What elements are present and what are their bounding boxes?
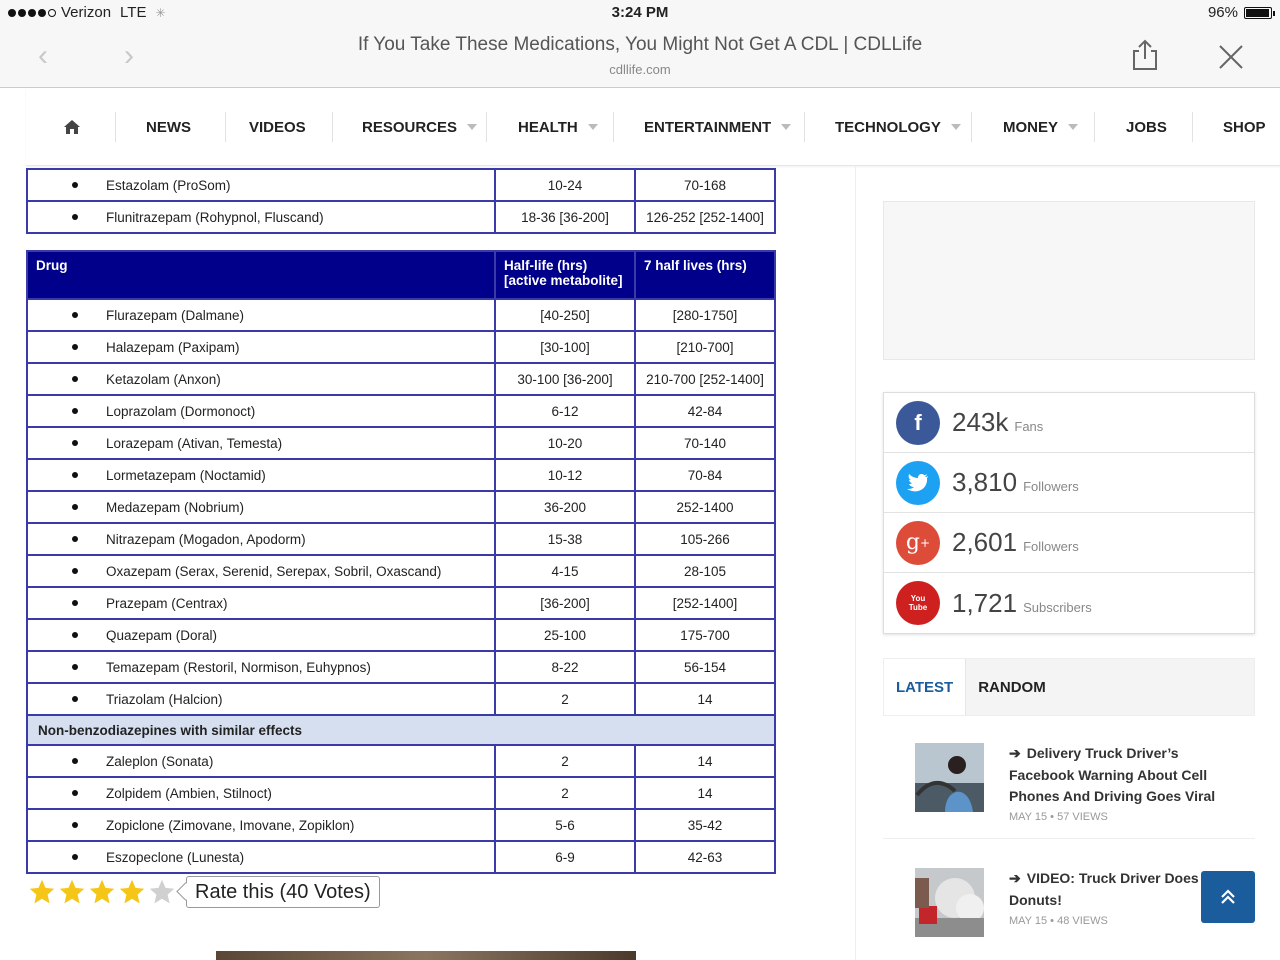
seven-half-lives: [210-700] (635, 331, 775, 363)
seven-half-lives: 126-252 [252-1400] (635, 201, 775, 233)
post-tabs (883, 658, 1255, 716)
table-row (27, 523, 775, 555)
post-title[interactable]: ➔ VIDEO: Truck Driver Does Donuts! (1009, 870, 1199, 908)
table-row (27, 555, 775, 587)
scroll-to-top-button[interactable] (1201, 871, 1255, 923)
half-life: 10-20 (495, 427, 635, 459)
ad-placeholder (883, 201, 1255, 360)
table-row (27, 777, 775, 809)
social-count: 1,721 (952, 587, 1018, 618)
half-life: 8-22 (495, 651, 635, 683)
seven-half-lives: 42-63 (635, 841, 775, 873)
battery-percent: 96% (1207, 4, 1238, 21)
half-life: [30-100] (495, 331, 635, 363)
seven-half-lives: [280-1750] (635, 299, 775, 331)
table-row (27, 427, 775, 459)
drug-name: Temazepam (Restoril, Normison, Euhypnos) (106, 659, 371, 675)
table-row (27, 491, 775, 523)
tab-latest[interactable]: LATEST (884, 659, 966, 715)
seven-half-lives: 14 (635, 683, 775, 715)
drug-name: Eszopeclone (Lunesta) (106, 849, 245, 865)
group-label: Non-benzodiazepines with similar effects (27, 715, 775, 745)
nav-resources[interactable]: RESOURCES (362, 110, 477, 144)
social-label: Followers (1023, 479, 1079, 494)
carrier-name: Verizon (61, 4, 112, 21)
social-row-google-plus[interactable] (884, 513, 1254, 573)
social-row-youtube[interactable] (884, 573, 1254, 633)
chevron-down-icon (951, 124, 961, 130)
back-arrow-icon[interactable]: ‹ (38, 39, 48, 72)
drug-name: Nitrazepam (Mogadon, Apodorm) (106, 531, 306, 547)
drug-name: Ketazolam (Anxon) (106, 371, 221, 387)
drug-name: Zaleplon (Sonata) (106, 753, 214, 769)
half-life: 30-100 [36-200] (495, 363, 635, 395)
chevron-down-icon (588, 124, 598, 130)
social-row-facebook[interactable] (884, 393, 1254, 453)
social-count: 3,810 (952, 467, 1018, 497)
nav-health[interactable]: HEALTH (518, 110, 598, 144)
seven-half-lives: 56-154 (635, 651, 775, 683)
drug-name: Oxazepam (Serax, Serenid, Serepax, Sobril, Oxascand) (106, 563, 442, 579)
social-count: 2,601 (952, 527, 1018, 557)
twitter-icon[interactable] (896, 461, 940, 505)
seven-half-lives: 35-42 (635, 809, 775, 841)
drug-name: Triazolam (Halcion) (106, 691, 223, 707)
drug-half-life-table (26, 250, 776, 874)
browser-toolbar (0, 26, 1280, 88)
seven-half-lives: 42-84 (635, 395, 775, 427)
half-life: 2 (495, 745, 635, 777)
drug-name: Halazepam (Paxipam) (106, 339, 240, 355)
half-life: 18-36 [36-200] (495, 201, 635, 233)
half-life: 36-200 (495, 491, 635, 523)
social-label: Followers (1023, 539, 1079, 554)
youtube-icon[interactable]: You Tube (896, 581, 940, 625)
sidebar-divider (855, 166, 856, 960)
drug-name: Loprazolam (Dormonoct) (106, 403, 256, 419)
rate-this-button[interactable]: Rate this (40 Votes) (186, 876, 380, 908)
seven-half-lives: 70-84 (635, 459, 775, 491)
divider (883, 838, 1255, 839)
half-life: 10-12 (495, 459, 635, 491)
half-life: 6-12 (495, 395, 635, 427)
drug-name: Zolpidem (Ambien, Stilnoct) (106, 785, 272, 801)
star-filled-icon[interactable] (28, 878, 56, 906)
seven-half-lives: 14 (635, 777, 775, 809)
table-row (27, 683, 775, 715)
seven-half-lives: 70-140 (635, 427, 775, 459)
half-life: 6-9 (495, 841, 635, 873)
half-life: [40-250] (495, 299, 635, 331)
table-row (27, 331, 775, 363)
facebook-icon[interactable]: f (896, 401, 940, 445)
article-image (216, 951, 636, 960)
drug-name: Flurazepam (Dalmane) (106, 307, 245, 323)
list-item[interactable] (883, 743, 1255, 833)
nav-shop[interactable]: SHOP (1223, 118, 1266, 136)
drug-name: Prazepam (Centrax) (106, 595, 228, 611)
google-plus-icon[interactable]: g + (896, 521, 940, 565)
half-life: 2 (495, 777, 635, 809)
social-label: Subscribers (1023, 599, 1092, 615)
table-row (27, 169, 775, 201)
forward-arrow-icon[interactable]: › (124, 39, 134, 72)
table-row (27, 395, 775, 427)
nav-entertainment[interactable]: ENTERTAINMENT (644, 110, 791, 144)
list-item[interactable] (883, 868, 1255, 938)
table-group-row (27, 715, 775, 745)
seven-half-lives: 105-266 (635, 523, 775, 555)
table-row (27, 201, 775, 233)
star-filled-icon[interactable] (118, 878, 146, 906)
rating-stars[interactable] (28, 878, 178, 906)
social-count: 243k (952, 407, 1009, 437)
half-life: 25-100 (495, 619, 635, 651)
drug-name: Medazepam (Nobrium) (106, 499, 245, 515)
seven-half-lives: 210-700 [252-1400] (635, 363, 775, 395)
table-row (27, 841, 775, 873)
close-icon[interactable] (1214, 40, 1248, 74)
drug-name: Zopiclone (Zimovane, Imovane, Zopiklon) (106, 817, 355, 833)
post-meta: MAY 15 • 57 VIEWS (1009, 811, 1108, 823)
status-bar (0, 0, 1280, 26)
table-row (27, 619, 775, 651)
column-header-seven-half-lives: 7 half lives (hrs) (635, 251, 775, 299)
nav-jobs[interactable]: JOBS (1126, 118, 1167, 136)
chevron-down-icon (1068, 124, 1078, 130)
seven-half-lives: 175-700 (635, 619, 775, 651)
star-filled-icon[interactable] (58, 878, 86, 906)
post-title[interactable]: ➔ Delivery Truck Driver’s Facebook Warning About Cell Phones And Driving Goes Viral (1009, 745, 1216, 804)
post-meta: MAY 15 • 48 VIEWS (1009, 915, 1108, 927)
nav-money[interactable]: MONEY (1003, 110, 1078, 144)
seven-half-lives: 28-105 (635, 555, 775, 587)
half-life: 15-38 (495, 523, 635, 555)
table-row (27, 459, 775, 491)
table-row (27, 745, 775, 777)
table-row (27, 809, 775, 841)
half-life: 4-15 (495, 555, 635, 587)
nav-news[interactable]: NEWS (146, 118, 191, 136)
activity-spinner-icon: ✳ (155, 5, 166, 20)
nav-videos[interactable]: VIDEOS (249, 118, 306, 136)
drug-name: Flunitrazepam (Rohypnol, Fluscand) (106, 209, 324, 225)
drug-table-fragment (26, 168, 776, 234)
table-row (27, 363, 775, 395)
nav-technology[interactable]: TECHNOLOGY (835, 110, 961, 144)
network-type: LTE (120, 4, 147, 21)
drug-name: Lorazepam (Ativan, Temesta) (106, 435, 283, 451)
social-label: Fans (1014, 419, 1044, 434)
seven-half-lives: 70-168 (635, 169, 775, 201)
page-domain[interactable]: cdllife.com (609, 62, 671, 77)
half-life: 10-24 (495, 169, 635, 201)
social-counters (883, 392, 1255, 634)
table-row (27, 587, 775, 619)
column-header-drug: Drug (27, 251, 495, 299)
battery-status (1208, 4, 1272, 21)
site-navigation (26, 88, 1280, 166)
chevron-down-icon (467, 124, 477, 130)
drug-name: Estazolam (ProSom) (106, 177, 231, 193)
star-empty-icon[interactable] (148, 878, 176, 906)
post-thumbnail[interactable] (915, 743, 984, 812)
table-row (27, 651, 775, 683)
half-life: 2 (495, 683, 635, 715)
seven-half-lives: 252-1400 (635, 491, 775, 523)
clock: 3:24 PM (611, 4, 669, 21)
column-header-half-life: Half-life (hrs) [active metabolite] (495, 251, 635, 299)
table-row (27, 299, 775, 331)
home-icon[interactable] (63, 119, 81, 135)
seven-half-lives: 14 (635, 745, 775, 777)
star-filled-icon[interactable] (88, 878, 116, 906)
page-title: If You Take These Medications, You Might Not Get A CDL | CDLLife (357, 34, 923, 55)
post-thumbnail[interactable] (915, 868, 984, 937)
social-row-twitter[interactable] (884, 453, 1254, 513)
share-icon[interactable] (1128, 38, 1162, 72)
battery-icon (1244, 7, 1272, 19)
star-rating (28, 876, 380, 908)
chevron-down-icon (781, 124, 791, 130)
table-header-row (27, 251, 775, 299)
half-life: [36-200] (495, 587, 635, 619)
tab-random[interactable]: RANDOM (978, 678, 1046, 696)
seven-half-lives: [252-1400] (635, 587, 775, 619)
drug-name: Lormetazepam (Noctamid) (106, 467, 266, 483)
half-life: 5-6 (495, 809, 635, 841)
drug-name: Quazepam (Doral) (106, 627, 218, 643)
double-chevron-up-icon (1219, 888, 1237, 906)
